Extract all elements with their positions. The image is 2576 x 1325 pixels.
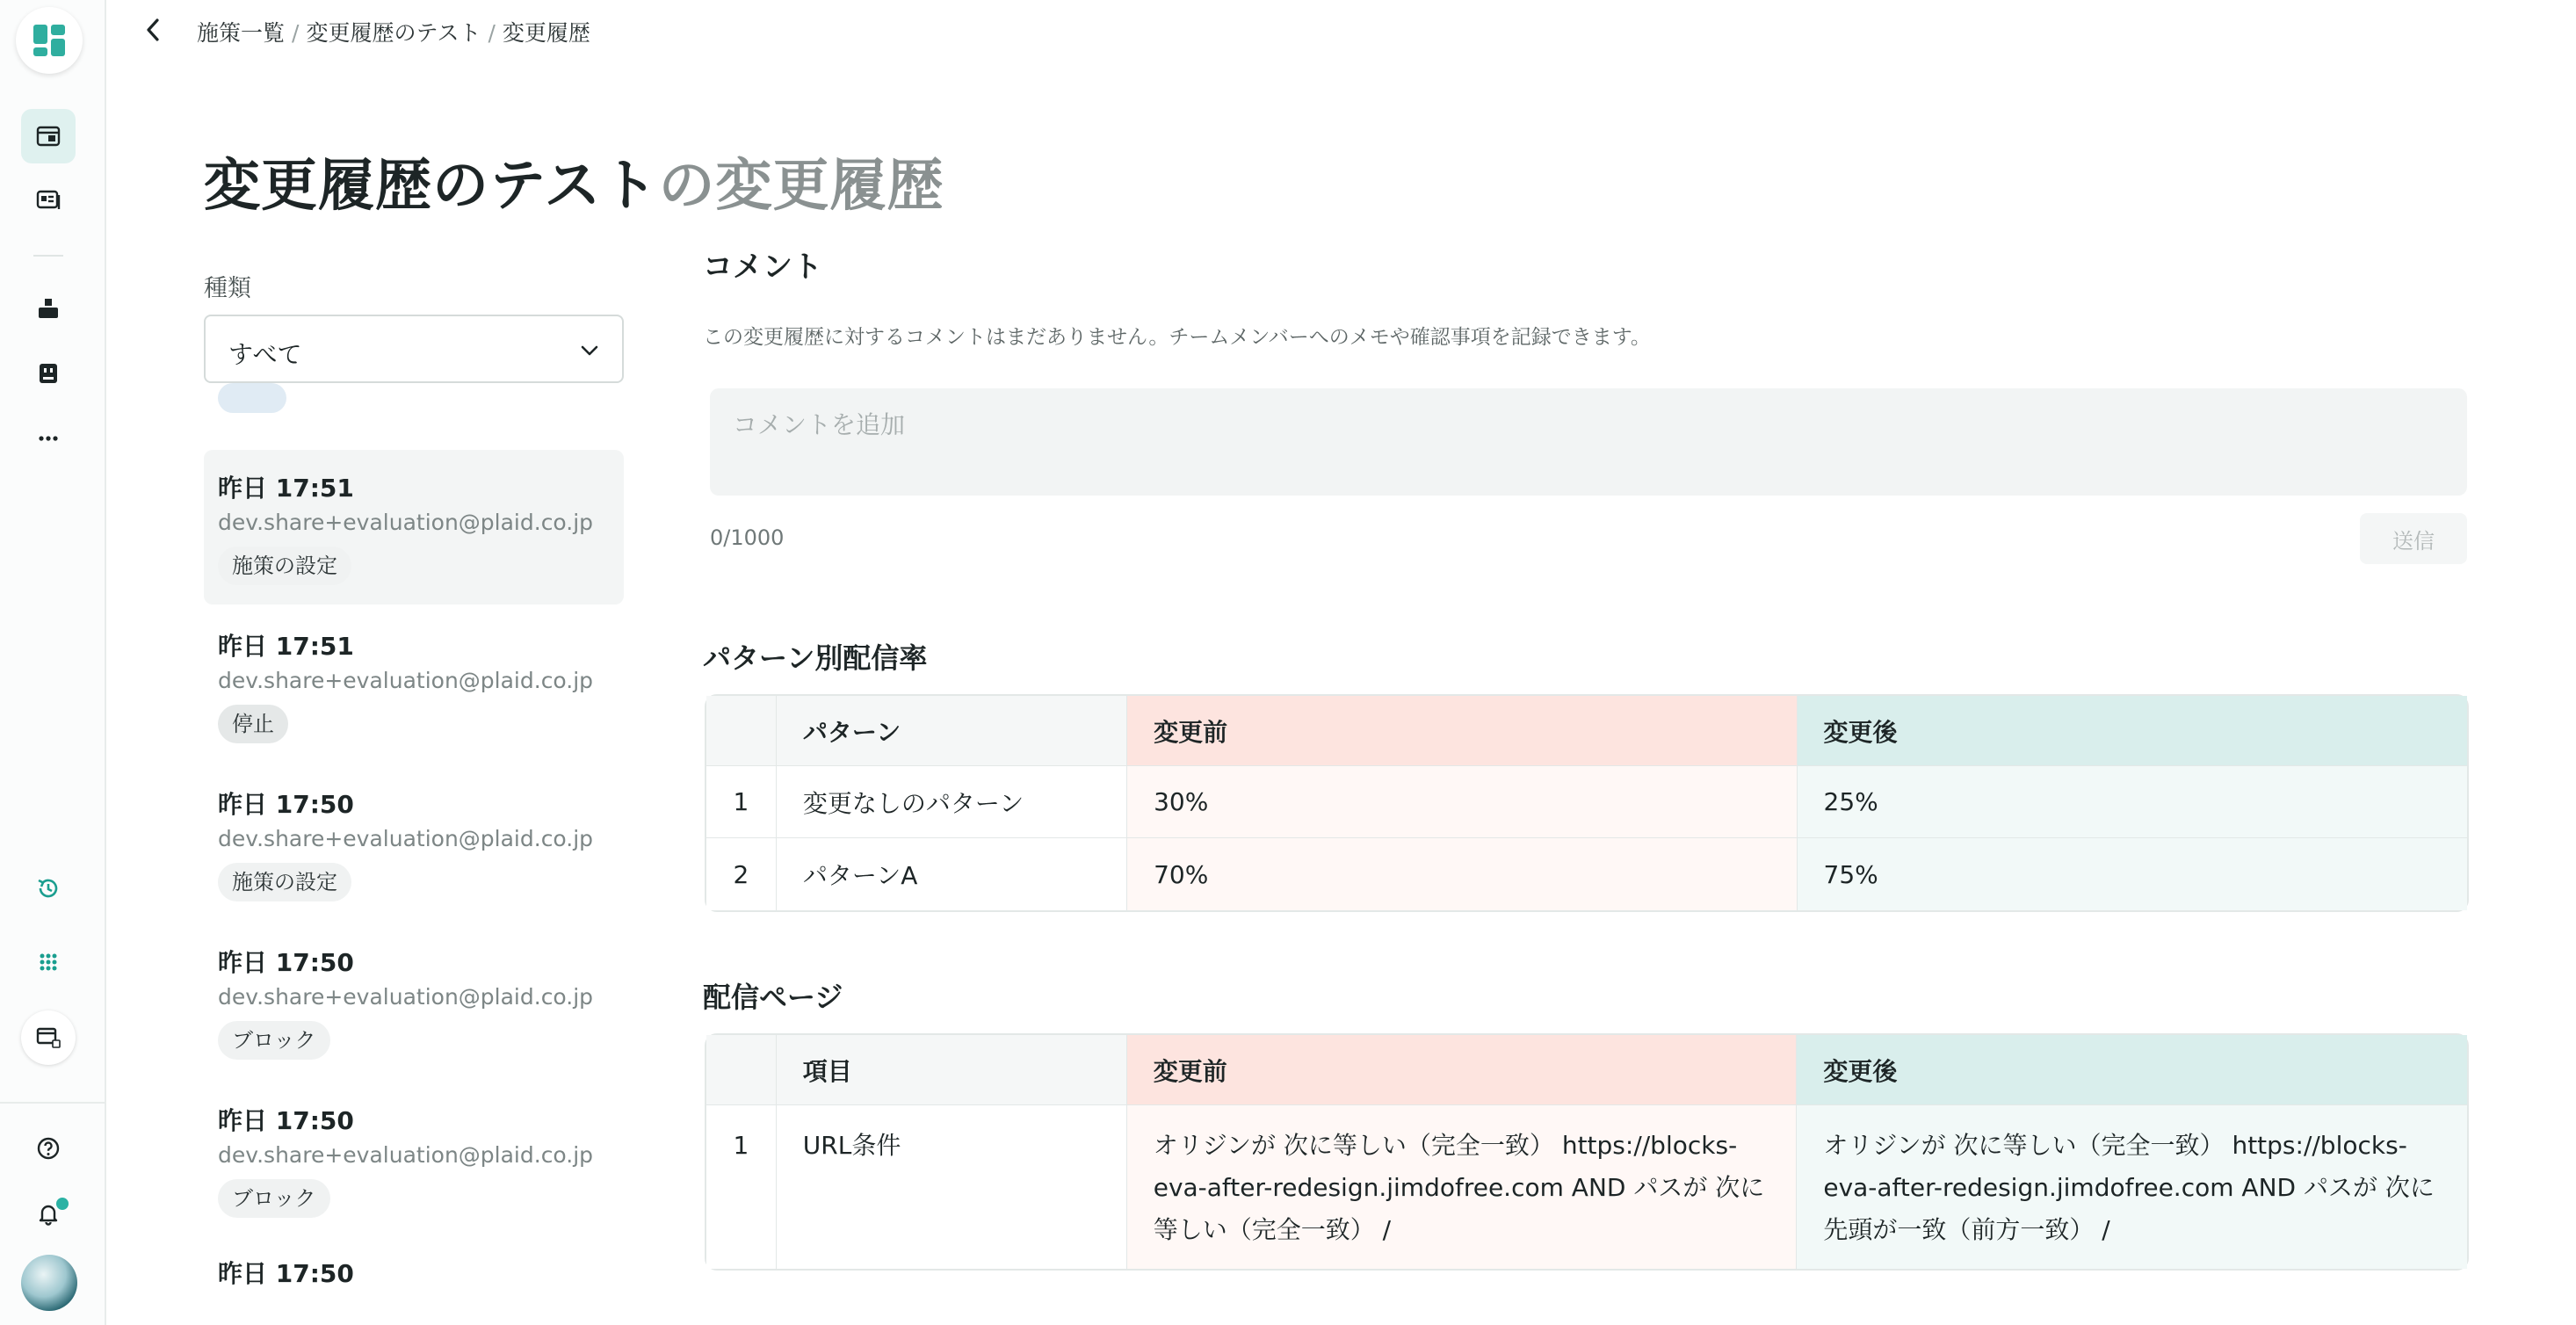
avatar[interactable] (21, 1255, 77, 1311)
history-item[interactable] (204, 608, 624, 763)
send-comment-button[interactable]: 送信 (2360, 513, 2467, 564)
row-number: 2 (706, 838, 777, 910)
history-tag: 停止 (218, 705, 288, 743)
history-item[interactable] (204, 1082, 624, 1237)
pattern-name: パターンA (777, 838, 1127, 910)
history-tag: 施策の設定 (218, 863, 351, 901)
table-row (706, 766, 2467, 838)
column-header-before: 変更前 (1127, 1035, 1798, 1105)
history-email: dev.share+evaluation@plaid.co.jp (218, 510, 594, 535)
type-filter-label: 種類 (204, 275, 251, 302)
history-time: 昨日 17:50 (218, 948, 354, 977)
pattern-rates-table (705, 694, 2469, 912)
history-time: 昨日 17:51 (218, 474, 354, 503)
page-title (204, 141, 944, 221)
history-item[interactable] (204, 766, 624, 921)
history-time: 昨日 17:51 (218, 632, 354, 661)
page-title-main: 変更履歴のテスト (204, 154, 659, 219)
column-header (706, 1035, 777, 1105)
type-filter-select[interactable] (204, 315, 624, 383)
back-arrow-icon[interactable] (141, 14, 165, 46)
page-title-suffix: の変更履歴 (658, 154, 944, 219)
rail-separator (33, 255, 63, 257)
value-after: 75% (1798, 838, 2467, 910)
history-time: 昨日 17:50 (218, 790, 354, 819)
history-item[interactable] (204, 450, 624, 605)
app-grid-icon[interactable] (21, 935, 76, 989)
row-number: 1 (706, 766, 777, 838)
delivery-pages-table (705, 1033, 2469, 1271)
comment-input[interactable] (710, 388, 2467, 496)
history-tag: ブロック (218, 1021, 330, 1060)
history-tag-clipped (218, 383, 286, 413)
breadcrumb-separator: / (488, 20, 496, 46)
side-rail (0, 0, 106, 1325)
comment-description: この変更履歴に対するコメントはまだありません。チームメンバーへのメモや確認事項を記録できます。 (703, 326, 1651, 349)
type-filter-value: すべて (228, 340, 302, 369)
history-tag: ブロック (218, 1179, 330, 1218)
column-header-before: 変更前 (1127, 696, 1797, 766)
pattern-name: 変更なしのパターン (777, 766, 1127, 838)
column-header (706, 696, 777, 766)
value-before: オリジンが 次に等しい（完全一致） https://blocks-eva-after-redesign.jimdofree.com AND パスが 次に等しい（完全一致） / (1127, 1105, 1798, 1269)
history-time: 昨日 17:50 (218, 1259, 354, 1288)
more-icon[interactable] (21, 411, 76, 466)
chevron-down-icon (578, 339, 601, 362)
breadcrumb-item-current: 変更履歴 (502, 20, 590, 46)
history-email: dev.share+evaluation@plaid.co.jp (218, 668, 594, 693)
breadcrumb-item[interactable]: 変更履歴のテスト (306, 20, 481, 46)
table-header-row (706, 696, 2467, 766)
history-tag: 施策の設定 (218, 547, 351, 585)
bell-icon[interactable] (21, 1186, 76, 1241)
value-before: 30% (1127, 766, 1797, 838)
table-row (706, 1105, 2467, 1269)
item-name: URL条件 (777, 1105, 1127, 1269)
history-icon[interactable] (21, 861, 76, 916)
workspace-icon[interactable] (21, 1010, 76, 1065)
history-email: dev.share+evaluation@plaid.co.jp (218, 826, 594, 851)
history-time: 昨日 17:50 (218, 1106, 354, 1135)
help-icon[interactable] (21, 1121, 76, 1176)
app-logo-icon[interactable] (16, 7, 83, 74)
history-email: dev.share+evaluation@plaid.co.jp (218, 1142, 594, 1168)
campaign-icon[interactable] (21, 109, 76, 163)
history-email: dev.share+evaluation@plaid.co.jp (218, 984, 594, 1010)
breadcrumb-item[interactable]: 施策一覧 (197, 20, 286, 46)
notification-dot (54, 1196, 70, 1212)
table-row (706, 838, 2467, 910)
comment-char-counter: 0/1000 (710, 525, 785, 550)
template-icon[interactable] (21, 172, 76, 227)
comment-heading-text: コメント (703, 250, 822, 285)
comment-heading (703, 237, 822, 285)
pattern-rates-title: パターン別配信率 (703, 641, 928, 675)
widget-icon[interactable] (21, 346, 76, 401)
rail-divider (0, 1102, 105, 1104)
value-after: オリジンが 次に等しい（完全一致） https://blocks-eva-after-redesign.jimdofree.com AND パスが 次に先頭が一致（前方一致） / (1797, 1105, 2467, 1269)
column-header: パターン (777, 696, 1127, 766)
breadcrumb-separator: / (292, 20, 300, 46)
table-header-row (706, 1035, 2467, 1105)
value-before: 70% (1127, 838, 1797, 910)
breadcrumb (197, 16, 590, 47)
delivery-pages-title: 配信ページ (703, 981, 843, 1014)
column-header-after: 変更後 (1798, 696, 2467, 766)
history-item[interactable] (204, 924, 624, 1079)
blocks-icon[interactable] (21, 281, 76, 336)
row-number: 1 (706, 1105, 777, 1269)
value-after: 25% (1798, 766, 2467, 838)
column-header-after: 変更後 (1797, 1035, 2467, 1105)
column-header: 項目 (777, 1035, 1127, 1105)
history-list (204, 394, 626, 1288)
